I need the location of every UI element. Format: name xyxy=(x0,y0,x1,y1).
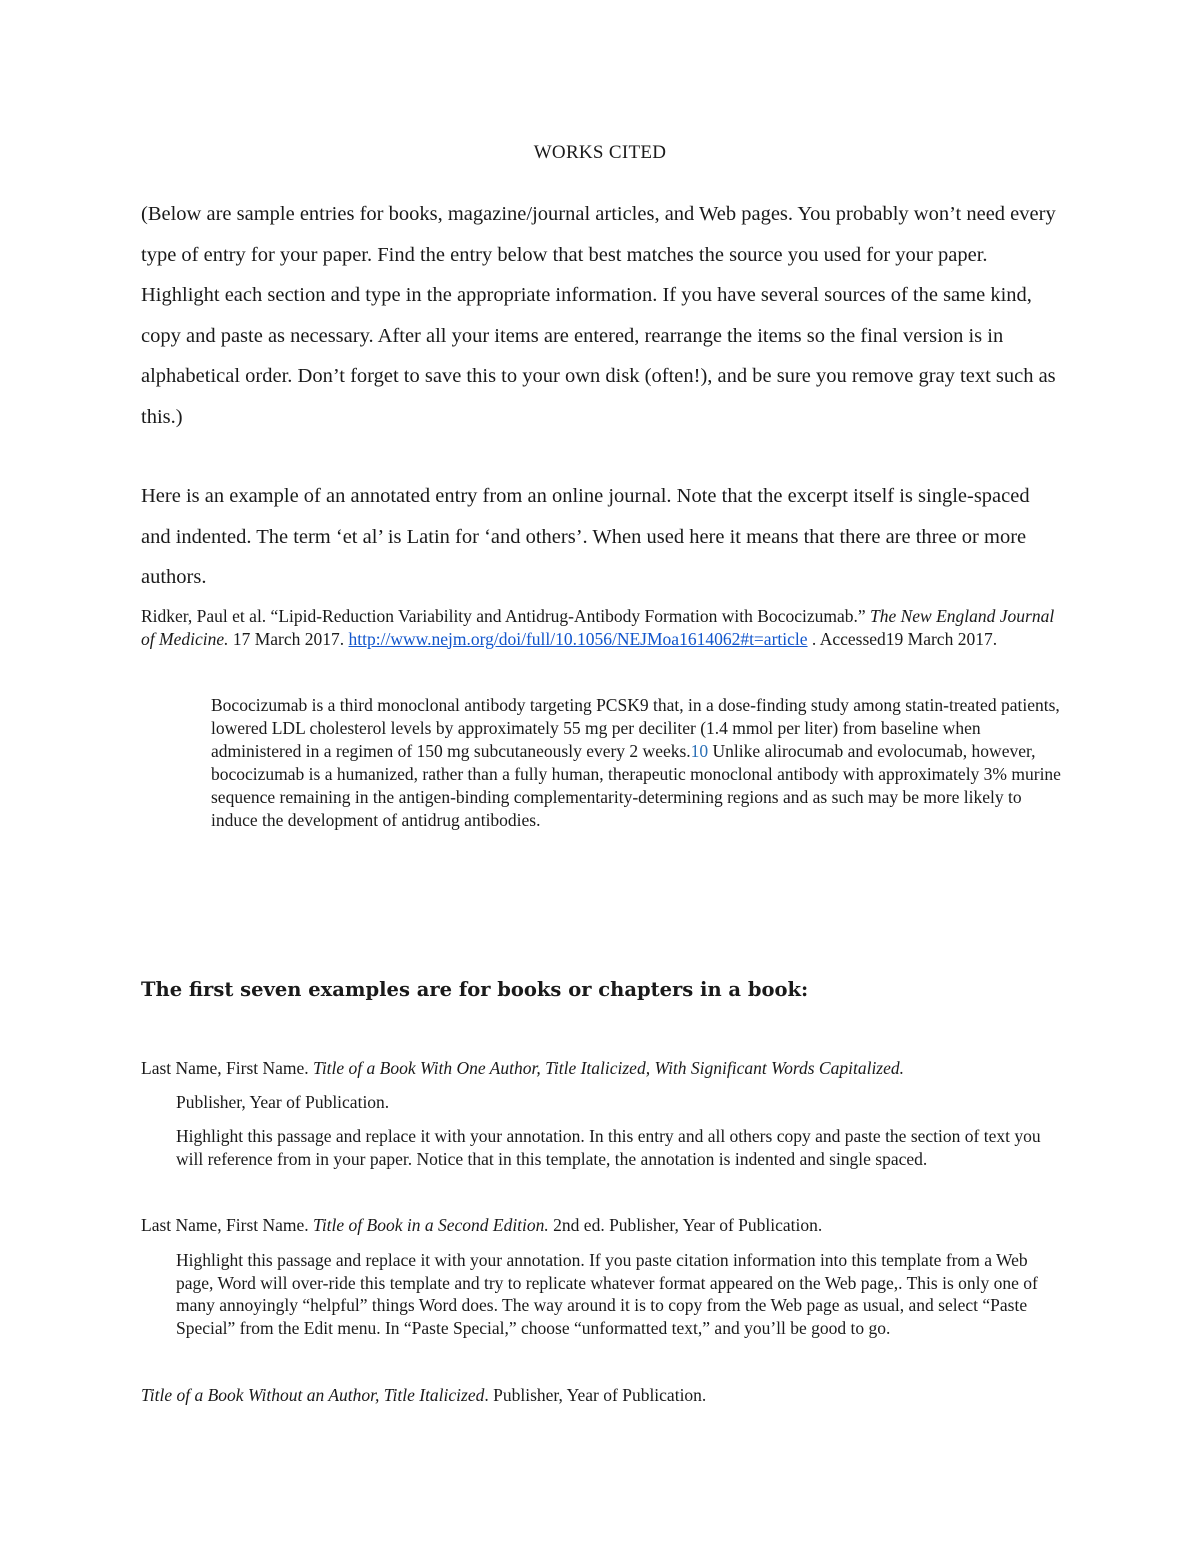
citation-url-link[interactable]: http://www.nejm.org/doi/full/10.1056/NEJMoa1614062#t=article xyxy=(348,628,808,649)
example-citation xyxy=(141,605,1061,650)
entry-1-annotation: Highlight this passage and replace it with your annotation. In this entry and all others copy and paste the section of text you will reference from in your paper. Notice that in this template, the annotation is indented and single spaced. xyxy=(176,1126,1041,1169)
entry-1-author: Last Name, First Name. xyxy=(141,1058,309,1078)
excerpt-reference-number[interactable]: 10 xyxy=(690,741,709,761)
citation-date: 17 March 2017. xyxy=(232,628,345,649)
excerpt-text-after: Unlike alirocumab and evolocumab, however, bococizumab is a humanized, rather than a fully human, therapeutic monoclonal antibody with approximately 3% murine sequence remaining in the antigen-binding complementarity-determining regions and as such may be more likely to induce the development of antidrug antibodies. xyxy=(211,741,1061,830)
intro-paragraph-instructions: (Below are sample entries for books, magazine/journal articles, and Web pages. You probably won’t need every type of entry for your paper. Find the entry below that best matches the source you used for your paper. Highlight each section and type in the appropriate information. If you have several sources of the same kind, copy and paste as necessary. After all your items are entered, rearrange the items so the final version is in alphabetical order. Don’t forget to save this to your own disk (often!), and be sure you remove gray text such as this.) xyxy=(141,203,1056,428)
entry-3-rest: . Publisher, Year of Publication. xyxy=(484,1385,707,1405)
entry-one-author-citation xyxy=(141,1057,1061,1080)
entry-3-title: Title of a Book Without an Author, Title Italicized xyxy=(141,1385,485,1405)
books-section-heading: The first seven examples are for books or chapters in a book: xyxy=(141,978,809,1001)
entry-second-edition-citation xyxy=(141,1214,1061,1237)
citation-journal: The New England Journal of Medicine. xyxy=(141,606,1055,649)
page-title: WORKS CITED xyxy=(533,142,667,163)
intro-paragraph-annotated-example: Here is an example of an annotated entry from an online journal. Note that the excerpt itself is single-spaced and indented. The term ‘et al’ is Latin for ‘and others’. When used here it means that there are three or more authors. xyxy=(141,485,1030,588)
entry-2-title: Title of Book in a Second Edition. xyxy=(313,1215,549,1235)
entry-no-author-citation xyxy=(141,1384,1061,1407)
entry-2-rest: 2nd ed. Publisher, Year of Publication. xyxy=(553,1215,823,1235)
excerpt-text-before: Bococizumab is a third monoclonal antibody targeting PCSK9 that, in a dose-finding study among statin-treated patients, lowered LDL cholesterol levels by approximately 55 mg per deciliter (1.4 mmol per liter) from baseline when administered in a regimen of 150 mg subcutaneously every 2 weeks. xyxy=(211,695,1060,761)
entry-1-title: Title of a Book With One Author, Title Italicized, With Significant Words Capitalized. xyxy=(313,1058,905,1078)
citation-authors-title: Ridker, Paul et al. “Lipid-Reduction Variability and Antidrug-Antibody Formation with Bococizumab.” xyxy=(141,606,866,626)
entry-2-annotation: Highlight this passage and replace it with your annotation. If you paste citation information into this template from a Web page, Word will over-ride this template and try to replicate whatever format appeared on the Web page,. This is only one of many annoyingly “helpful” things Word does. The way around it is to copy from the Web page as usual, and select “Paste Special” from the Edit menu. In “Paste Special,” choose “unformatted text,” and you’ll be good to go. xyxy=(176,1250,1038,1338)
citation-accessed: . Accessed19 March 2017. xyxy=(807,628,998,649)
entry-1-publisher: Publisher, Year of Publication. xyxy=(176,1092,390,1112)
example-excerpt xyxy=(211,694,1061,832)
entry-2-author: Last Name, First Name. xyxy=(141,1215,309,1235)
